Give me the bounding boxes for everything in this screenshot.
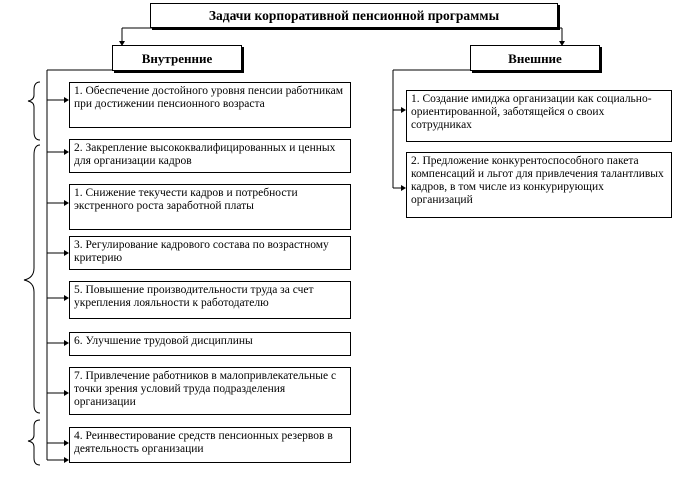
- internal-item-6: 6. Улучшение трудовой дисциплины: [69, 332, 351, 356]
- external-arrows: [393, 107, 406, 191]
- brace-top: [28, 82, 40, 140]
- external-item-1: 1. Создание имиджа организации как социально-ориентированной, заботящейся о своих сотрудниках: [406, 90, 672, 142]
- diagram-title: Задачи корпоративной пенсионной программы: [150, 3, 558, 28]
- internal-item-4: 3. Регулирование кадрового состава по возрастному критерию: [69, 236, 351, 270]
- internal-item-5: 5. Повышение производительности труда за счет укрепления лояльности к работодателю: [69, 281, 351, 319]
- brace-bottom: [28, 420, 40, 465]
- internal-item-1: 1. Обеспечение достойного уровня пенсии работникам при достижении пенсионного возраста: [69, 82, 351, 128]
- external-item-2: 2. Предложение конкурентоспособного пакета компенсаций и льгот для привлечения талантливых кадров, в том числе из конкурирующих организаций: [406, 152, 672, 218]
- internal-item-3: 1. Снижение текучести кадров и потребности экстренного роста заработной платы: [69, 184, 351, 230]
- internal-category-header: Внутренние: [112, 45, 242, 71]
- brace-middle: [24, 145, 40, 413]
- internal-arrows: [47, 97, 69, 463]
- internal-item-8: 4. Реинвестирование средств пенсионных резервов в деятельность организации: [69, 427, 351, 463]
- internal-item-7: 7. Привлечение работников в малопривлекательные с точки зрения условий труда подразделения организации: [69, 367, 351, 415]
- internal-item-2: 2. Закрепление высококвалифицированных и ценных для организации кадров: [69, 139, 351, 173]
- external-category-header: Внешние: [470, 45, 600, 71]
